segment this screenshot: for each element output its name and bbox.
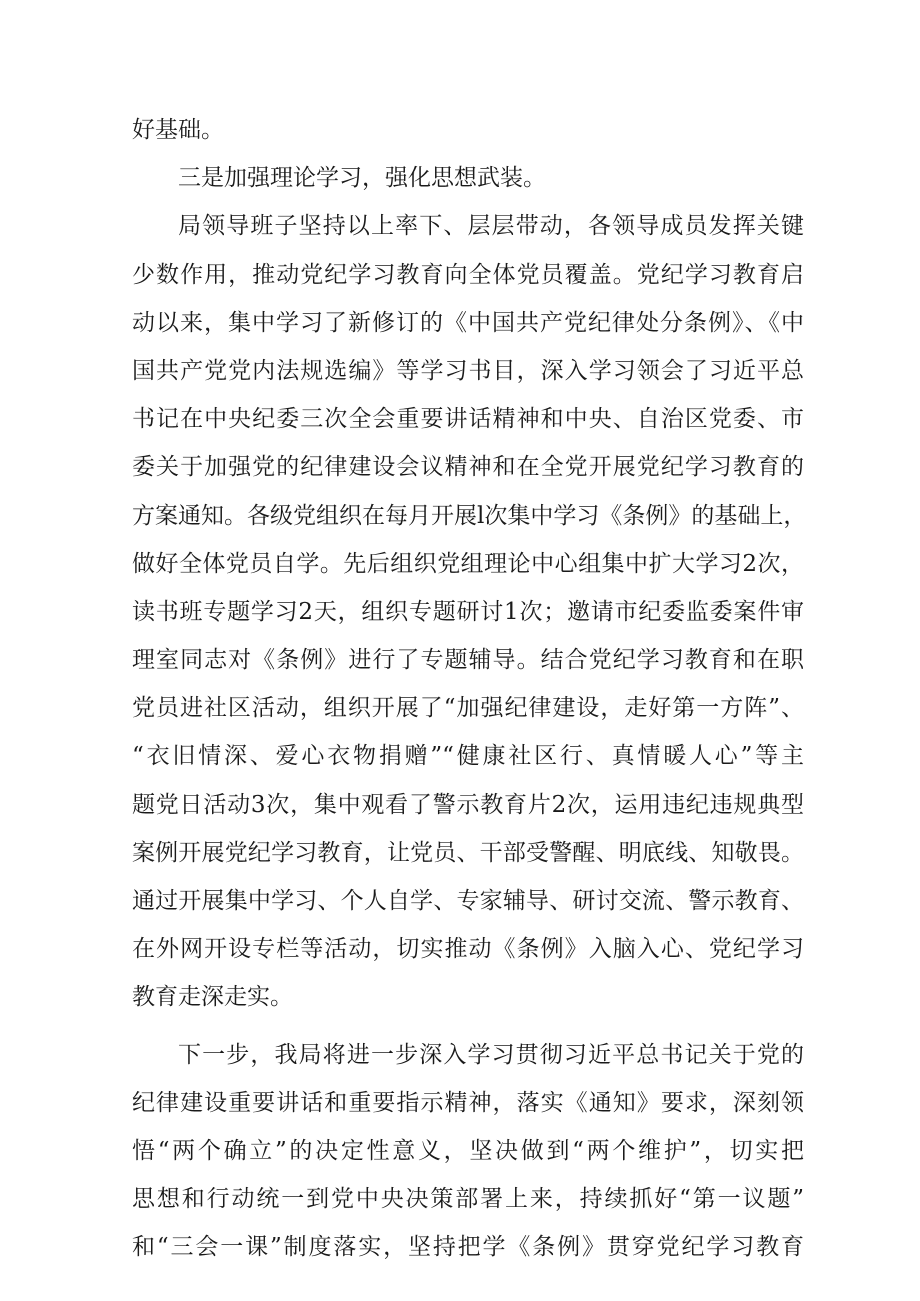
text-line: 国共产党党内法规选编》等学习书目，深入学习领会了习近平总 xyxy=(132,357,804,384)
text-line: 下一步，我局将进一步深入学习贯彻习近平总书记关于党的 xyxy=(178,1041,804,1068)
text-line: 做好全体党员自学。先后组织党组理论中心组集中扩大学习2次， xyxy=(132,550,804,577)
text-line: 动以来，集中学习了新修订的《中国共产党纪律处分条例》、《中 xyxy=(132,309,804,336)
text-line: 思想和行动统一到党中央决策部署上来，持续抓好“第一议题” xyxy=(132,1186,804,1213)
text-line: 题党日活动3次，集中观看了警示教育片2次，运用违纪违规典型 xyxy=(132,791,804,818)
text-line: 理室同志对《条例》进行了专题辅导。结合党纪学习教育和在职 xyxy=(132,647,804,674)
document-body xyxy=(132,106,807,1272)
text-line: 好基础。 xyxy=(132,117,224,143)
text-line: 通过开展集中学习、个人自学、专家辅导、研讨交流、警示教育、 xyxy=(132,888,804,914)
paragraph-gap xyxy=(132,1022,804,1031)
text-line: 书记在中央纪委三次全会重要讲话精神和中央、自治区党委、市 xyxy=(132,406,804,433)
text-line: 案例开展党纪学习教育，让党员、干部受警醒、明底线、知敬畏。 xyxy=(132,839,804,866)
text-line: 党员进社区活动，组织开展了“加强纪律建设，走好第一方阵”、 xyxy=(132,695,804,722)
text-line: 纪律建设重要讲话和重要指示精神，落实《通知》要求，深刻领 xyxy=(132,1089,804,1116)
text-line: “衣旧情深、爱心衣物捐赠”“健康社区行、真情暖人心”等主 xyxy=(132,743,804,770)
text-line: 委关于加强党的纪律建设会议精神和在全党开展党纪学习教育的 xyxy=(132,454,804,481)
text-line: 读书班专题学习2天，组织专题研讨1次；邀请市纪委监委案件审 xyxy=(132,598,804,625)
text-line: 方案通知。各级党组织在每月开展l次集中学习《条例》的基础上， xyxy=(132,502,807,529)
text-line: 局领导班子坚持以上率下、层层带动，各领导成员发挥关键 xyxy=(178,213,804,240)
text-line: 和“三会一课”制度落实，坚持把学《条例》贯穿党纪学习教育 xyxy=(132,1234,804,1261)
text-line: 教育走深走实。 xyxy=(132,984,293,1011)
section-heading: 三是加强理论学习，强化思想武装。 xyxy=(178,165,546,192)
text-line: 悟“两个确立”的决定性意义，坚决做到“两个维护”，切实把 xyxy=(132,1137,804,1164)
text-line: 在外网开设专栏等活动，切实推动《条例》入脑入心、党纪学习 xyxy=(132,936,804,963)
text-line: 少数作用，推动党纪学习教育向全体党员覆盖。党纪学习教育启 xyxy=(132,261,804,288)
